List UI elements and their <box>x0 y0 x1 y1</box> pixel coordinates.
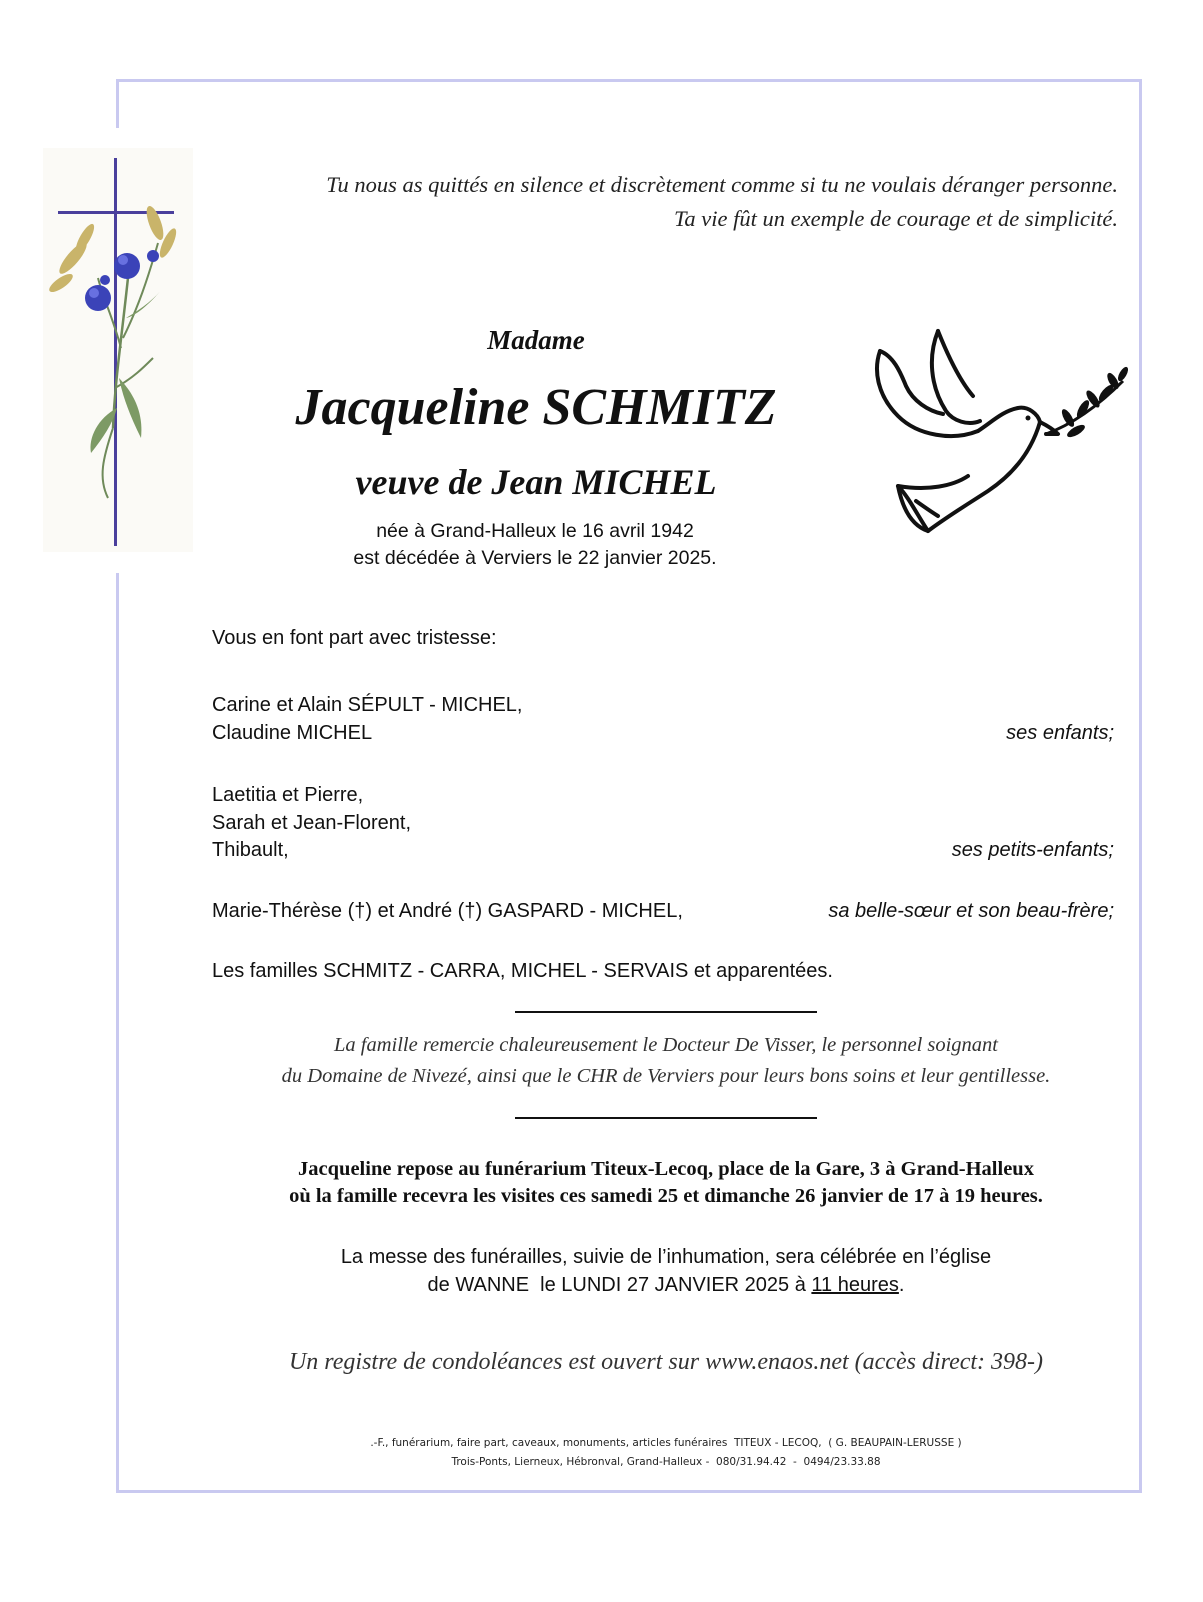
death-line: est décédée à Verviers le 22 janvier 2025. <box>353 547 717 569</box>
grandchildren-line-3: Thibault, <box>212 839 289 861</box>
inlaws-relation: sa belle-sœur et son beau-frère; <box>828 900 1114 922</box>
divider-top <box>515 1011 817 1013</box>
messe-line-1: La messe des funérailles, suivie de l’inhumation, sera célébrée en l’église <box>340 1246 992 1268</box>
quote-line-2: Ta vie fût un exemple de courage et de simplicité. <box>673 206 1118 231</box>
others-line: Les familles SCHMITZ - CARRA, MICHEL - SERVAIS et apparentées. <box>212 960 833 982</box>
thanks-line-2: du Domaine de Nivezé, ainsi que le CHR de Verviers pour leurs bons soins et leur gentillesse. <box>281 1065 1051 1087</box>
children-line-1: Carine et Alain SÉPULT - MICHEL, <box>212 694 523 716</box>
family-children <box>212 692 1114 747</box>
deceased-name: Jacqueline SCHMITZ <box>295 379 777 436</box>
messe-time: 11 heures <box>811 1274 899 1296</box>
repose-line-1: Jacqueline repose au funérarium Titeux-Lecoq, place de la Gare, 3 à Grand-Halleux <box>298 1158 1034 1180</box>
grandchildren-line-1: Laetitia et Pierre, <box>212 784 364 806</box>
dove-olive-branch-icon <box>868 326 1128 544</box>
announcement-intro: Vous en font part avec tristesse: <box>212 627 497 649</box>
footer-line-1: .-F., funérarium, faire part, caveaux, monuments, articles funéraires TITEUX - LECOQ, ( G. BEAUPAIN-LERUSSE ) <box>370 1437 962 1449</box>
grandchildren-line-2: Sarah et Jean-Florent, <box>212 811 411 834</box>
family-others <box>212 958 1114 986</box>
thanks-message <box>166 1030 1166 1092</box>
repose-info <box>166 1156 1166 1210</box>
footer-funeral-home <box>166 1434 1166 1472</box>
deceased-dates <box>235 518 835 572</box>
grandchildren-relation: ses petits-enfants; <box>951 839 1114 861</box>
inlaws-line-1: Marie-Thérèse (†) et André (†) GASPARD - MICHEL, <box>212 900 683 922</box>
family-grandchildren <box>212 782 1114 865</box>
deceased-title: Madame <box>487 325 585 355</box>
children-relation: ses enfants; <box>1006 721 1114 744</box>
cross-with-flowers-icon <box>43 148 193 552</box>
family-inlaws <box>212 898 1114 926</box>
repose-line-2: où la famille recevra les visites ces samedi 25 et dimanche 26 janvier de 17 à 19 heures. <box>289 1185 1043 1207</box>
thanks-line-1: La famille remercie chaleureusement le Docteur De Visser, le personnel soignant <box>333 1034 999 1056</box>
quote-line-1: Tu nous as quittés en silence et discrètement comme si tu ne voulais déranger personne. <box>326 172 1118 197</box>
divider-bottom <box>515 1117 817 1119</box>
condolence-register: Un registre de condoléances est ouvert sur www.enaos.net (accès direct: 398-) <box>288 1349 1044 1375</box>
funeral-mass-info <box>166 1243 1166 1299</box>
footer-line-2: Trois-Ponts, Lierneux, Hébronval, Grand-Halleux - 080/31.94.42 - 0494/23.33.88 <box>451 1456 881 1468</box>
deceased-spouse: veuve de Jean MICHEL <box>355 462 717 502</box>
messe-line-2 <box>166 1271 1166 1299</box>
messe-line-2-text: de WANNE le LUNDI 27 JANVIER 2025 à <box>427 1274 812 1296</box>
messe-line-2-end: . <box>898 1274 905 1296</box>
children-line-2: Claudine MICHEL <box>212 721 373 744</box>
memorial-quote <box>218 168 1118 236</box>
birth-line: née à Grand-Halleux le 16 avril 1942 <box>376 520 694 542</box>
